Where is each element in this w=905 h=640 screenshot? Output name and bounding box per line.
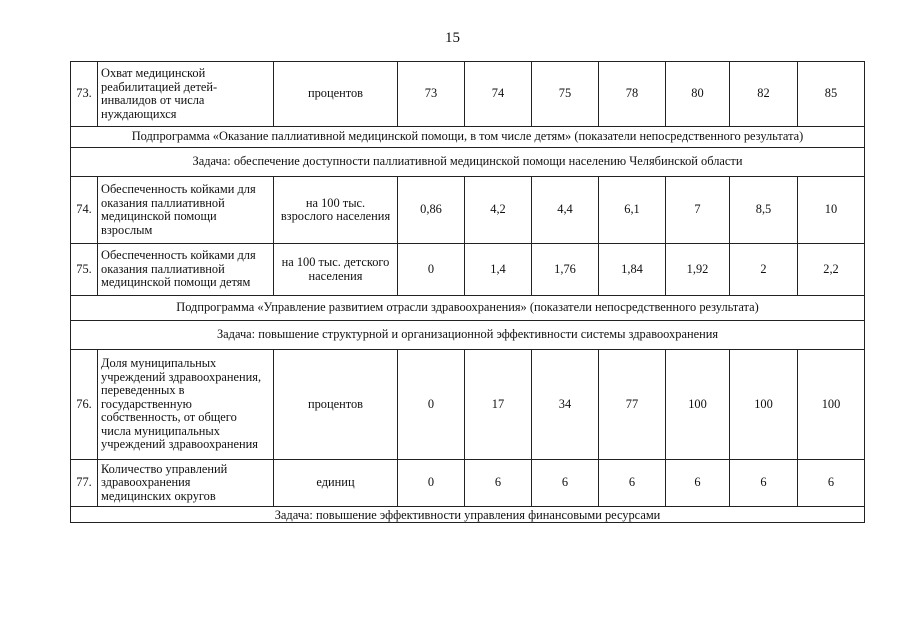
indicator-name: Охват медицинской реабилитацией детей- инвалидов от числа нуждающихся [98, 62, 274, 127]
value-cell: 6,1 [599, 177, 666, 244]
value-cell: 0,86 [398, 177, 465, 244]
value-cell: 85 [798, 62, 865, 127]
value-cell: 77 [599, 350, 666, 460]
value-cell: 7 [666, 177, 730, 244]
value-cell: 80 [666, 62, 730, 127]
value-cell: 4,4 [532, 177, 599, 244]
value-cell: 100 [666, 350, 730, 460]
row-number: 76. [71, 350, 98, 460]
value-cell: 6 [599, 460, 666, 507]
value-cell: 1,84 [599, 244, 666, 296]
value-cell: 100 [730, 350, 798, 460]
value-cell: 6 [666, 460, 730, 507]
subprogram-heading: Подпрограмма «Управление развитием отрасли здравоохранения» (показатели непосредственного результата) [71, 296, 865, 321]
section-row [71, 148, 865, 177]
value-cell: 4,2 [465, 177, 532, 244]
value-cell: 0 [398, 460, 465, 507]
unit: процентов [274, 62, 398, 127]
table-row-74 [71, 177, 865, 244]
task-heading: Задача: обеспечение доступности паллиативной медицинской помощи населению Челябинской области [71, 148, 865, 177]
task-heading: Задача: повышение эффективности управления финансовыми ресурсами [71, 507, 865, 523]
row-number: 75. [71, 244, 98, 296]
value-cell: 73 [398, 62, 465, 127]
value-cell: 6 [730, 460, 798, 507]
value-cell: 0 [398, 350, 465, 460]
indicator-name: Обеспеченность койками для оказания паллиативной медицинской помощи детям [98, 244, 274, 296]
value-cell: 2 [730, 244, 798, 296]
section-row [71, 507, 865, 523]
value-cell: 82 [730, 62, 798, 127]
unit: процентов [274, 350, 398, 460]
value-cell: 6 [532, 460, 599, 507]
value-cell: 17 [465, 350, 532, 460]
value-cell: 75 [532, 62, 599, 127]
value-cell: 1,76 [532, 244, 599, 296]
section-row [71, 321, 865, 350]
subprogram-heading: Подпрограмма «Оказание паллиативной медицинской помощи, в том числе детям» (показатели непосредственного результата) [71, 127, 865, 148]
task-heading: Задача: повышение структурной и организационной эффективности системы здравоохранения [71, 321, 865, 350]
page-number: 15 [445, 30, 460, 46]
value-cell: 2,2 [798, 244, 865, 296]
section-row [71, 296, 865, 321]
table-row-75 [71, 244, 865, 296]
value-cell: 6 [465, 460, 532, 507]
row-number: 73. [71, 62, 98, 127]
value-cell: 0 [398, 244, 465, 296]
value-cell: 8,5 [730, 177, 798, 244]
indicator-name: Доля муниципальных учреждений здравоохранения, переведенных в государственную собственность, от общего числа муниципальных учреждений здравоохранения [98, 350, 274, 460]
value-cell: 1,4 [465, 244, 532, 296]
value-cell: 1,92 [666, 244, 730, 296]
unit: единиц [274, 460, 398, 507]
row-number: 77. [71, 460, 98, 507]
table-row-77 [71, 460, 865, 507]
indicator-name: Обеспеченность койками для оказания паллиативной медицинской помощи взрослым [98, 177, 274, 244]
indicators-table [70, 61, 865, 523]
section-row [71, 127, 865, 148]
indicator-name: Количество управлений здравоохранения медицинских округов [98, 460, 274, 507]
row-number: 74. [71, 177, 98, 244]
value-cell: 34 [532, 350, 599, 460]
value-cell: 10 [798, 177, 865, 244]
unit: на 100 тыс. взрослого населения [274, 177, 398, 244]
unit: на 100 тыс. детского населения [274, 244, 398, 296]
table-row-73 [71, 62, 865, 127]
value-cell: 100 [798, 350, 865, 460]
value-cell: 6 [798, 460, 865, 507]
value-cell: 78 [599, 62, 666, 127]
table-row-76 [71, 350, 865, 460]
value-cell: 74 [465, 62, 532, 127]
